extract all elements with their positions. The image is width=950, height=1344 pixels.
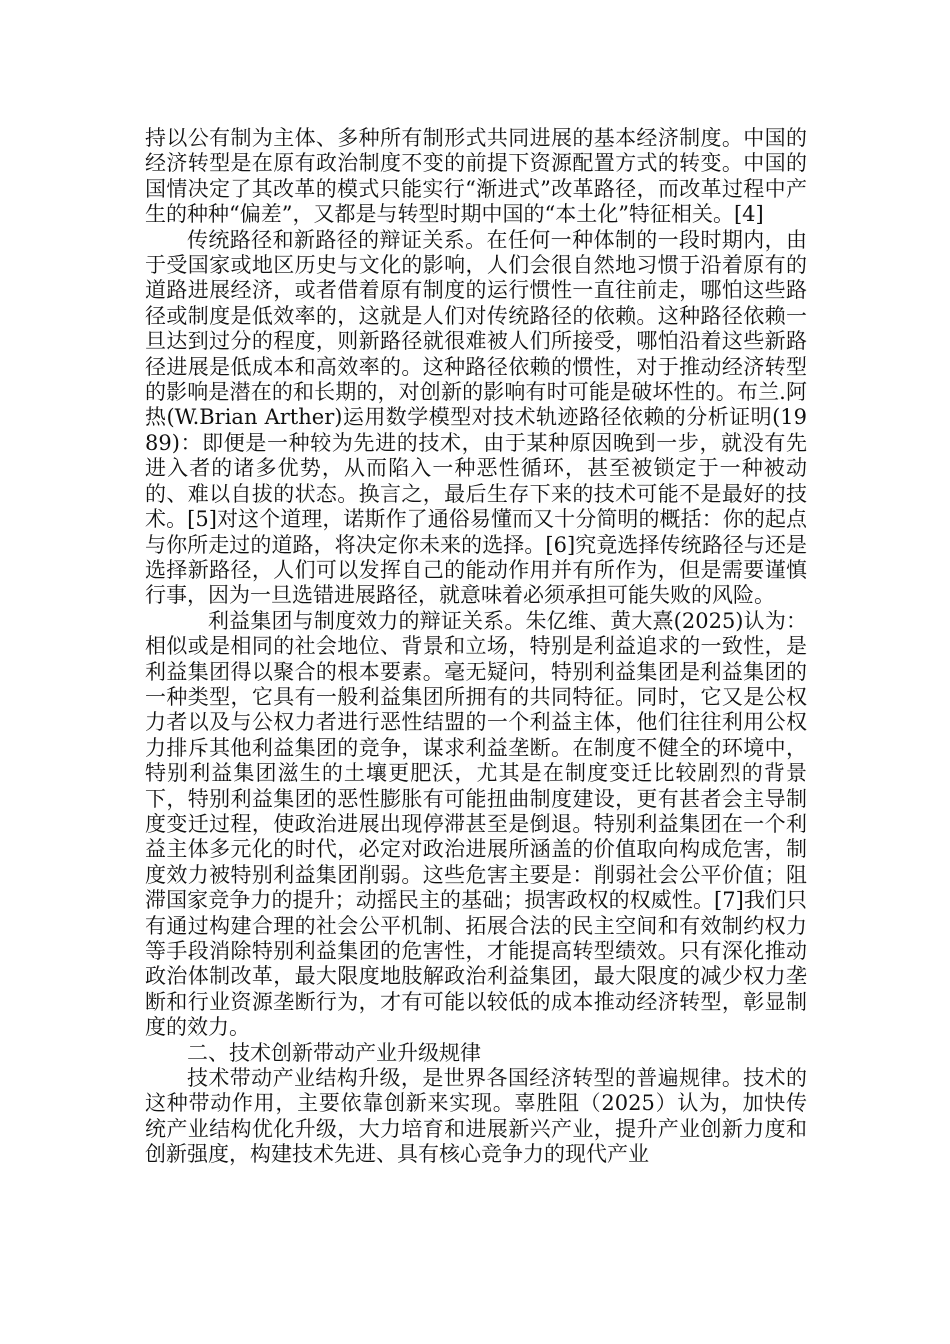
paragraph-path-dependence: 传统路径和新路径的辩证关系。在任何一种体制的一段时期内，由于受国家或地区历史与文化的影响，人们会很自然地习惯于沿着原有的道路进展经济，或者借着原有制度的运行惯性一直往前走，哪怕这些路径或制度是低效率的，这就是人们对传统路径的依赖。这种路径依赖一旦达到过分的程度，则新路径就很难被人们所接受，哪怕沿着这些新路径进展是低成本和高效率的。这种路径依赖的惯性，对于推动经济转型的影响是潜在的和长期的，对创新的影响有时可能是破坏性的。布兰.阿热(W.Brian Arther)运用数学模型对技术轨迹路径依赖的分析证明(1989)：即便是一种较为先进的技术，由于某种原因晚到一步，就没有先进入者的诸多优势，从而陷入一种恶性循环，甚至被锁定于一种被动的、难以自拔的状态。换言之，最后生存下来的技术可能不是最好的技术。[5]对这个道理，诺斯作了通俗易懂而又十分简明的概括：你的起点与你所走过的道路，将决定你未来的选择。[6]究竟选择传统路径与还是选择新路径，人们可以发挥自己的能动作用并有所作为，但是需要谨慎行事，因为一旦选错进展路径，就意味着必须承担可能失败的风险。: [145, 227, 807, 608]
paragraph-interest-groups: 利益集团与制度效力的辩证关系。朱亿维、黄大熹(2025)认为：相似或是相同的社会地位、背景和立场，特别是利益追求的一致性，是利益集团得以聚合的根本要素。毫无疑问，特别利益集团是利益集团的一种类型，它具有一般利益集团所拥有的共同特征。同时，它又是公权力者以及与公权力者进行恶性结盟的一个利益主体，他们往往利用公权力排斥其他利益集团的竞争，谋求利益垄断。在制度不健全的环境中，特别利益集团滋生的土壤更肥沃，尤其是在制度变迁比较剧烈的背景下，特别利益集团的恶性膨胀有可能扭曲制度建设，更有甚者会主导制度变迁过程，使政治进展出现停滞甚至是倒退。特别利益集团在一个利益主体多元化的时代，必定对政治进展所涵盖的价值取向构成危害，制度效力被特别利益集团削弱。这些危害主要是：削弱社会公平价值；阻滞国家竞争力的提升；动摇民主的基础；损害政权的权威性。[7]我们只有通过构建合理的社会公平机制、拓展合法的民主空间和有效制约权力等手段消除特别利益集团的危害性，才能提高转型绩效。只有深化推动政治体制改革，最大限度地肢解政治利益集团，最大限度的减少权力垄断和行业资源垄断行为，才有可能以较低的成本推动经济转型，彰显制度的效力。: [145, 608, 807, 1040]
paragraph-technology: 技术带动产业结构升级，是世界各国经济转型的普遍规律。技术的这种带动作用，主要依靠创新来实现。辜胜阻（2025）认为，加快传统产业结构优化升级，大力培育和进展新兴产业，提升产业创新力度和创新强度，构建技术先进、具有核心竞争力的现代产业: [145, 1066, 807, 1167]
section-heading: 二、技术创新带动产业升级规律: [187, 1040, 481, 1065]
paragraph-continued: 持以公有制为主体、多种所有制形式共同进展的基本经济制度。中国的经济转型是在原有政治制度不变的前提下资源配置方式的转变。中国的国情决定了其改革的模式只能实行“渐进式”改革路径，而改革过程中产生的种种“偏差”，又都是与转型时期中国的“本土化”特征相关。[4]: [145, 126, 807, 227]
document-body: [145, 126, 807, 1168]
